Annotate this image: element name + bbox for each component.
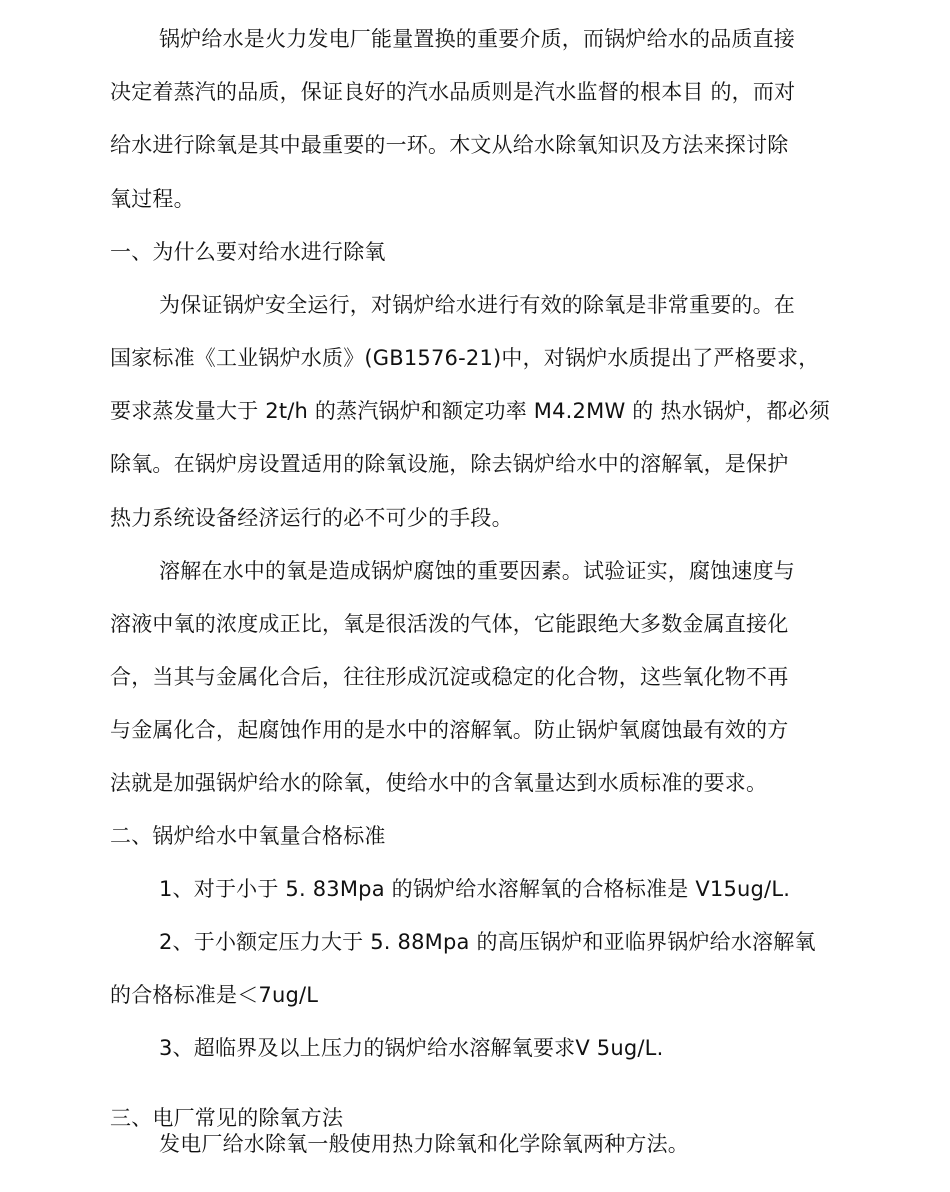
section-2-item-3: 3、超临界及以上压力的锅炉给水溶解氧要求Ⅴ 5ug/L. — [159, 1036, 664, 1060]
intro-paragraph-line-4: 氧过程。 — [110, 187, 195, 211]
section-1-paragraph-1-line-2: 国家标准《工业锅炉水质》(GB1576-21)中，对锅炉水质提出了严格要求， — [110, 346, 820, 370]
intro-paragraph-line-3: 给水进行除氧是其中最重要的一环。木文从给水除氧知识及方法来探讨除 — [110, 133, 789, 157]
section-1-paragraph-1-line-3: 要求蒸发量大于 2t/h 的蒸汽锅炉和额定功率 M4.2MW 的 热水锅炉，都必须 — [110, 399, 830, 423]
section-2-item-1: 1、对于小于 5. 83Mpa 的锅炉给水溶解氧的合格标准是 V15ug/L. — [159, 877, 791, 901]
section-1-paragraph-1-line-1: 为保证锅炉安全运行，对锅炉给水进行有效的除氧是非常重要的。在 — [159, 293, 795, 317]
intro-paragraph-line-1: 锅炉给水是火力发电厂能量置换的重要介质，而锅炉给水的品质直接 — [159, 27, 795, 51]
section-3-heading: 三、电厂常见的除氧方法 — [110, 1106, 344, 1130]
section-1-paragraph-2-line-2: 溶液中氧的浓度成正比，氧是很活泼的气体，它能跟绝大多数金属直接化 — [110, 612, 789, 636]
intro-paragraph-line-2: 决定着蒸汽的品质，保证良好的汽水品质则是汽水监督的根本目 的，而对 — [110, 80, 796, 104]
section-2-heading: 二、锅炉给水中氧量合格标准 — [110, 824, 386, 848]
section-2-item-2-line-2: 的合格标准是＜7ug/L — [110, 983, 319, 1007]
section-1-paragraph-1-line-5: 热力系统设备经济运行的必不可少的手段。 — [110, 506, 513, 530]
section-1-paragraph-2-line-3: 合，当其与金属化合后，往往形成沉淀或稳定的化合物，这些氧化物不再 — [110, 665, 789, 689]
section-1-paragraph-1-line-4: 除氧。在锅炉房设置适用的除氧设施，除去锅炉给水中的溶解氧，是保护 — [110, 452, 789, 476]
section-2-item-2-line-1: 2、于小额定压力大于 5. 88Mpa 的高压锅炉和亚临界锅炉给水溶解氧 — [159, 930, 816, 954]
section-1-paragraph-2-line-5: 法就是加强锅炉给水的除氧，使给水中的含氧量达到水质标准的要求。 — [110, 771, 768, 795]
section-1-heading: 一、为什么要对给水进行除氧 — [110, 240, 386, 264]
section-1-paragraph-2-line-4: 与金属化合，起腐蚀作用的是水中的溶解氧。防止锅炉氧腐蚀最有效的方 — [110, 718, 789, 742]
section-1-paragraph-2-line-1: 溶解在水中的氧是造成锅炉腐蚀的重要因素。试验证实，腐蚀速度与 — [159, 559, 795, 583]
section-3-line-1: 发电厂给水除氧一般使用热力除氧和化学除氧两种方法。 — [159, 1132, 689, 1156]
